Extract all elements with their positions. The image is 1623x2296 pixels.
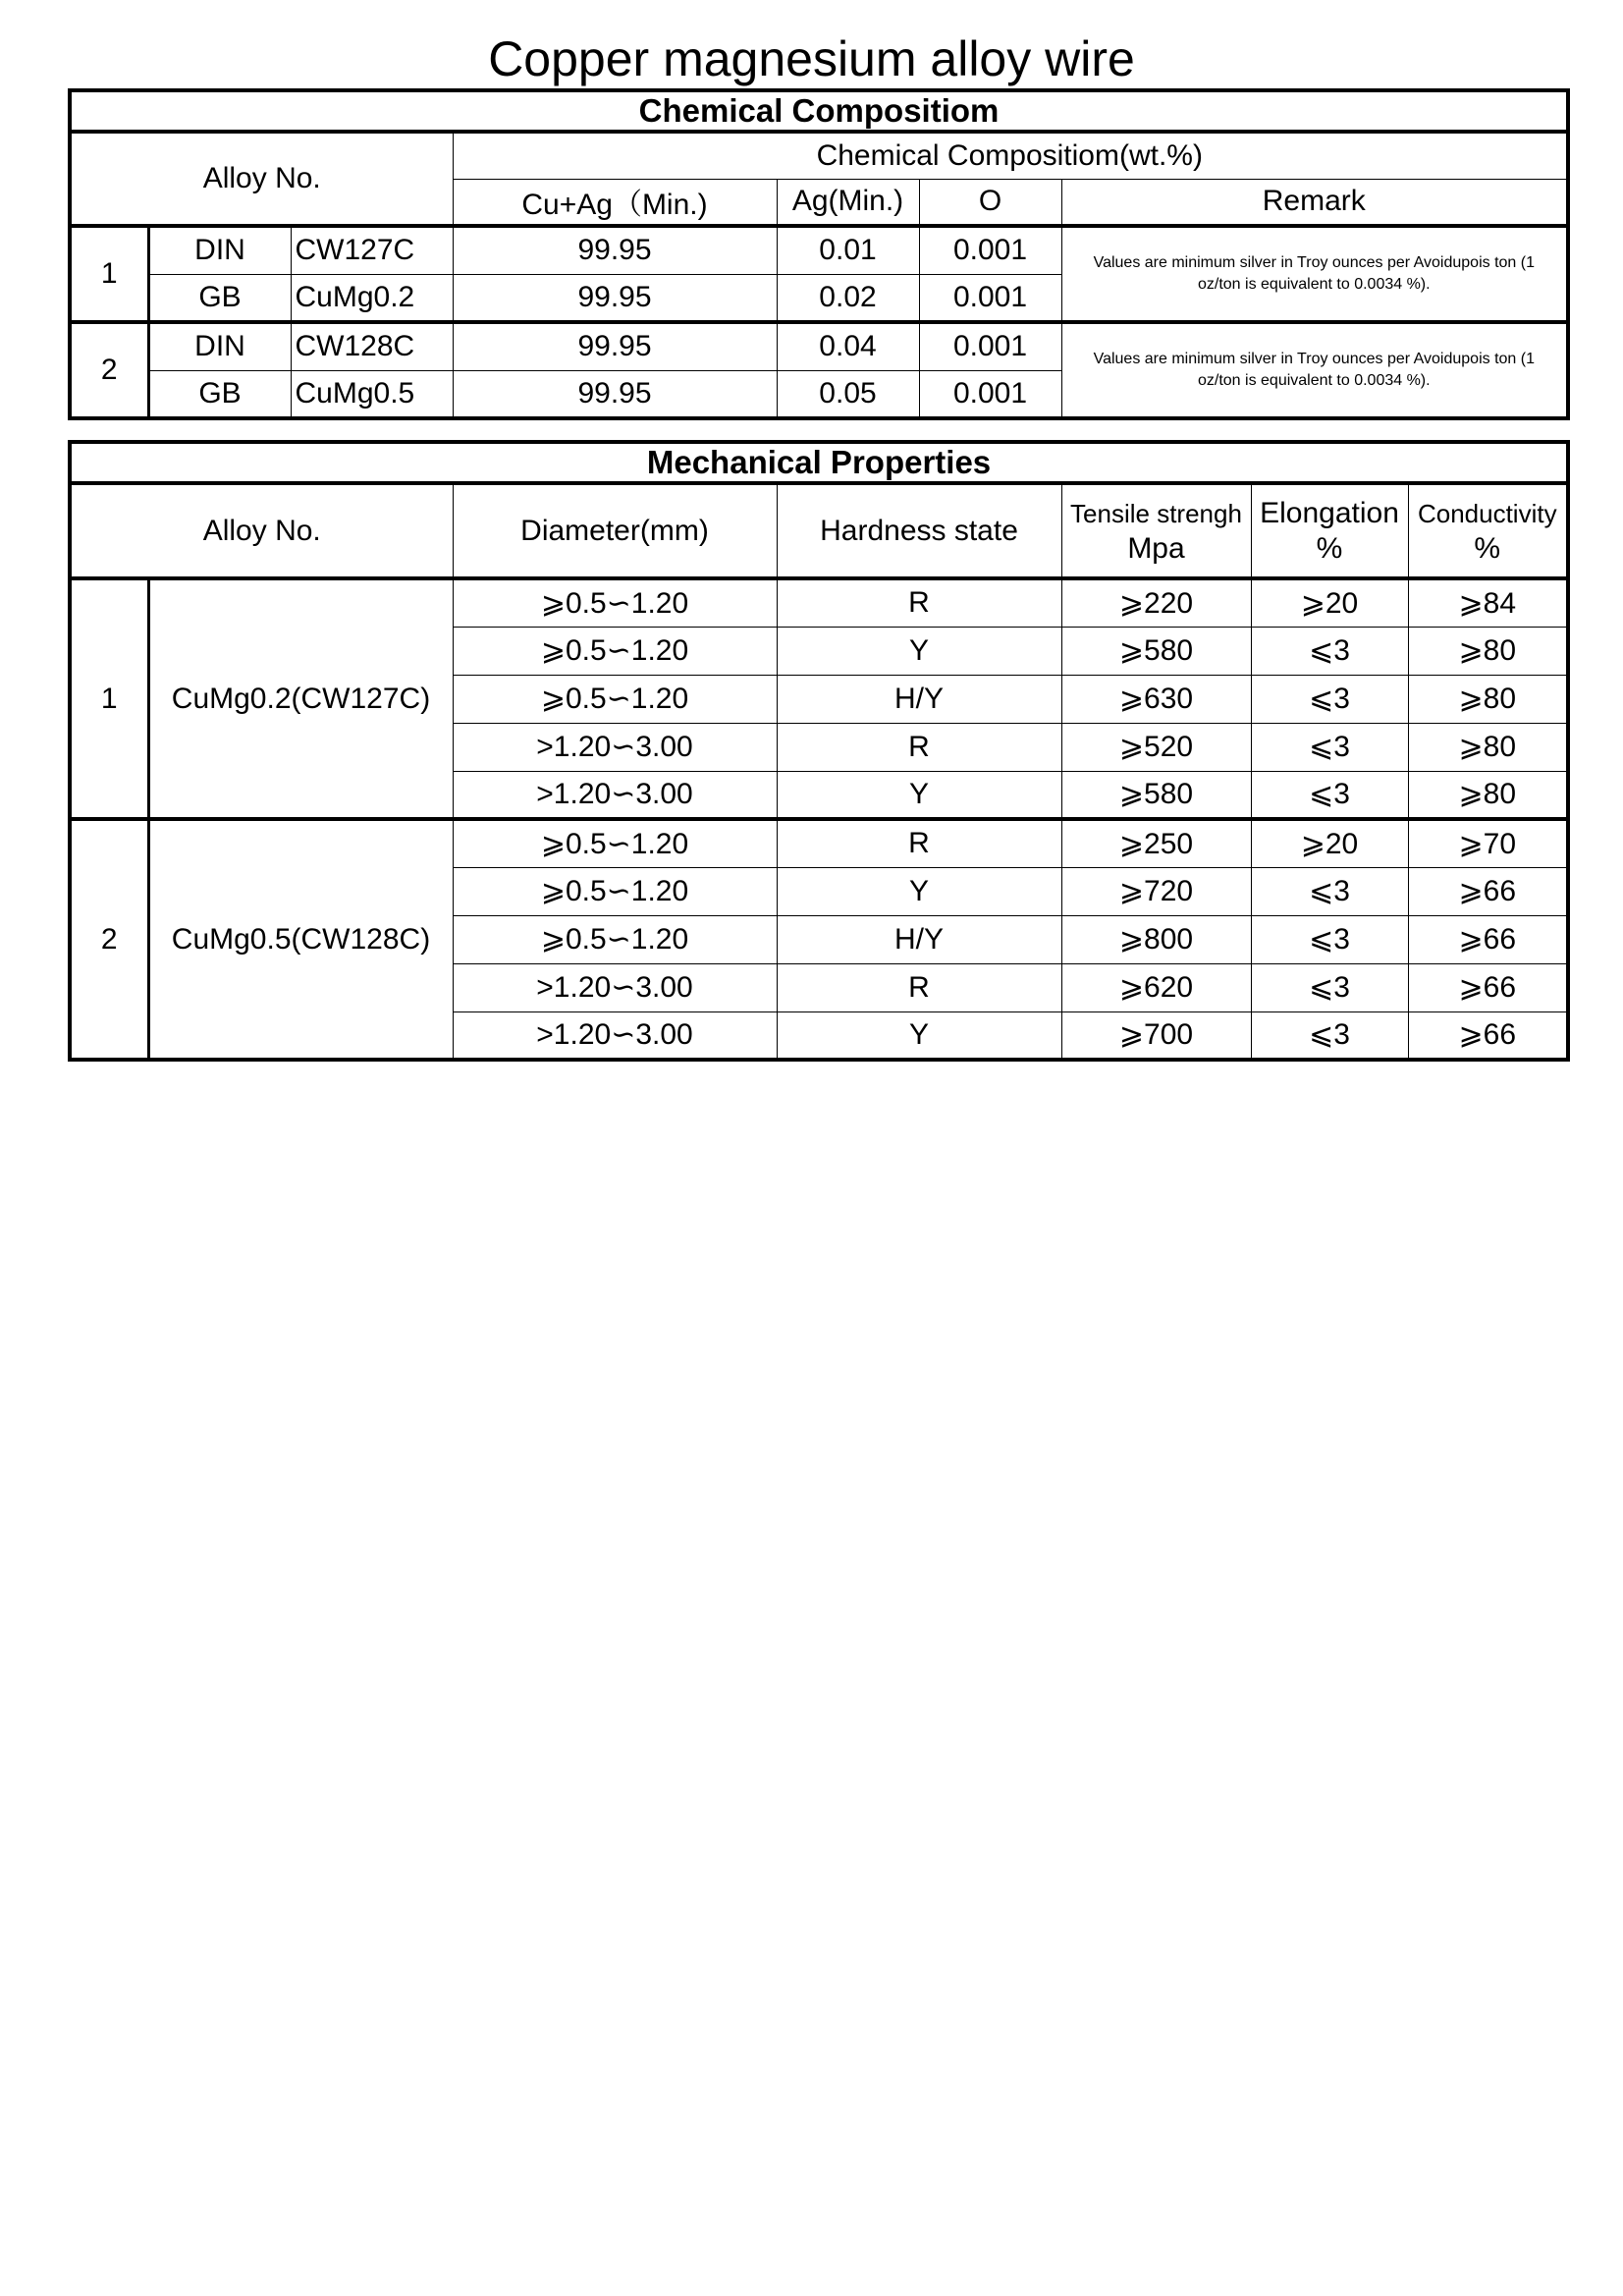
ag-header: Ag(Min.) <box>777 179 919 226</box>
diameter-cell: >1.20∽3.00 <box>453 771 777 819</box>
state-cell: R <box>777 723 1061 771</box>
state-cell: H/Y <box>777 675 1061 723</box>
tensile-header <box>1061 483 1251 578</box>
conductivity-cell: ⩾80 <box>1408 675 1568 723</box>
state-cell: H/Y <box>777 915 1061 963</box>
tensile-cell: ⩾630 <box>1061 675 1251 723</box>
state-cell: Y <box>777 627 1061 675</box>
table-row <box>70 819 1568 867</box>
tensile-cell: ⩾250 <box>1061 819 1251 867</box>
chemical-section-title: Chemical Compositiom <box>70 90 1568 132</box>
standard-cell: DIN <box>148 226 291 274</box>
tensile-cell: ⩾620 <box>1061 963 1251 1011</box>
grade-cell: CW127C <box>291 226 453 274</box>
alloy-no-header: Alloy No. <box>70 483 453 578</box>
cu-ag-cell: 99.95 <box>453 370 777 418</box>
conductivity-cell: ⩾80 <box>1408 627 1568 675</box>
conductivity-cell: ⩾70 <box>1408 819 1568 867</box>
alloy-cell: CuMg0.2(CW127C) <box>148 578 453 819</box>
conductivity-header-unit: % <box>1474 531 1501 565</box>
table-row <box>70 578 1568 627</box>
state-cell: R <box>777 819 1061 867</box>
elongation-cell: ⩽3 <box>1251 915 1408 963</box>
diameter-cell: >1.20∽3.00 <box>453 1011 777 1060</box>
conductivity-cell: ⩾66 <box>1408 963 1568 1011</box>
tensile-header-label: Tensile strengh <box>1070 498 1242 528</box>
document-title: Copper magnesium alloy wire <box>488 31 1135 86</box>
tensile-cell: ⩾220 <box>1061 578 1251 627</box>
state-cell: Y <box>777 771 1061 819</box>
state-cell: R <box>777 963 1061 1011</box>
tensile-cell: ⩾720 <box>1061 867 1251 915</box>
state-cell: R <box>777 578 1061 627</box>
composition-group-header: Chemical Compositiom(wt.%) <box>453 132 1568 179</box>
diameter-cell: >1.20∽3.00 <box>453 963 777 1011</box>
conductivity-header-label: Conductivity <box>1417 498 1557 528</box>
cu-ag-cell: 99.95 <box>453 274 777 322</box>
grade-cell: CW128C <box>291 322 453 370</box>
grade-cell: CuMg0.2 <box>291 274 453 322</box>
tensile-cell: ⩾580 <box>1061 627 1251 675</box>
ag-cell: 0.02 <box>777 274 919 322</box>
elongation-cell: ⩽3 <box>1251 771 1408 819</box>
alloy-no-header: Alloy No. <box>70 132 453 226</box>
diameter-cell: ⩾0.5∽1.20 <box>453 675 777 723</box>
elongation-header <box>1251 483 1408 578</box>
conductivity-cell: ⩾66 <box>1408 915 1568 963</box>
ag-cell: 0.04 <box>777 322 919 370</box>
elongation-cell: ⩽3 <box>1251 963 1408 1011</box>
diameter-cell: ⩾0.5∽1.20 <box>453 819 777 867</box>
standard-cell: GB <box>148 370 291 418</box>
cu-ag-header: Cu+Ag（Min.) <box>453 179 777 226</box>
elongation-cell: ⩽3 <box>1251 723 1408 771</box>
tensile-cell: ⩾520 <box>1061 723 1251 771</box>
conductivity-cell: ⩾66 <box>1408 1011 1568 1060</box>
hardness-header: Hardness state <box>777 483 1061 578</box>
conductivity-cell: ⩾80 <box>1408 771 1568 819</box>
diameter-cell: >1.20∽3.00 <box>453 723 777 771</box>
mechanical-section-title: Mechanical Properties <box>70 442 1568 483</box>
cu-ag-cell: 99.95 <box>453 322 777 370</box>
elongation-cell: ⩽3 <box>1251 867 1408 915</box>
tensile-cell: ⩾580 <box>1061 771 1251 819</box>
standard-cell: DIN <box>148 322 291 370</box>
cu-ag-cell: 99.95 <box>453 226 777 274</box>
group-index: 2 <box>70 322 148 418</box>
conductivity-cell: ⩾84 <box>1408 578 1568 627</box>
o-cell: 0.001 <box>919 322 1061 370</box>
chemical-composition-table <box>68 88 1570 420</box>
conductivity-cell: ⩾66 <box>1408 867 1568 915</box>
conductivity-header <box>1408 483 1568 578</box>
elongation-cell: ⩽3 <box>1251 1011 1408 1060</box>
elongation-header-unit: % <box>1316 531 1343 565</box>
ag-cell: 0.05 <box>777 370 919 418</box>
state-cell: Y <box>777 1011 1061 1060</box>
remark-cell: Values are minimum silver in Troy ounces per Avoidupois ton (1 oz/ton is equivalent to 0.0034 %). <box>1061 322 1568 418</box>
group-index: 1 <box>70 226 148 322</box>
table-row <box>70 226 1568 274</box>
o-cell: 0.001 <box>919 370 1061 418</box>
elongation-header-label: Elongation <box>1260 496 1399 529</box>
tensile-cell: ⩾800 <box>1061 915 1251 963</box>
o-cell: 0.001 <box>919 226 1061 274</box>
elongation-cell: ⩽3 <box>1251 675 1408 723</box>
conductivity-cell: ⩾80 <box>1408 723 1568 771</box>
remark-header: Remark <box>1061 179 1568 226</box>
ag-cell: 0.01 <box>777 226 919 274</box>
elongation-cell: ⩾20 <box>1251 819 1408 867</box>
remark-cell: Values are minimum silver in Troy ounces per Avoidupois ton (1 oz/ton is equivalent to 0.0034 %). <box>1061 226 1568 322</box>
group-index: 1 <box>70 578 148 819</box>
diameter-header: Diameter(mm) <box>453 483 777 578</box>
tensile-cell: ⩾700 <box>1061 1011 1251 1060</box>
diameter-cell: ⩾0.5∽1.20 <box>453 578 777 627</box>
elongation-cell: ⩾20 <box>1251 578 1408 627</box>
o-cell: 0.001 <box>919 274 1061 322</box>
standard-cell: GB <box>148 274 291 322</box>
diameter-cell: ⩾0.5∽1.20 <box>453 867 777 915</box>
grade-cell: CuMg0.5 <box>291 370 453 418</box>
diameter-cell: ⩾0.5∽1.20 <box>453 915 777 963</box>
table-row <box>70 322 1568 370</box>
mechanical-properties-table <box>68 440 1570 1062</box>
diameter-cell: ⩾0.5∽1.20 <box>453 627 777 675</box>
o-header: O <box>919 179 1061 226</box>
alloy-cell: CuMg0.5(CW128C) <box>148 819 453 1060</box>
elongation-cell: ⩽3 <box>1251 627 1408 675</box>
state-cell: Y <box>777 867 1061 915</box>
group-index: 2 <box>70 819 148 1060</box>
tensile-header-unit: Mpa <box>1127 531 1185 565</box>
